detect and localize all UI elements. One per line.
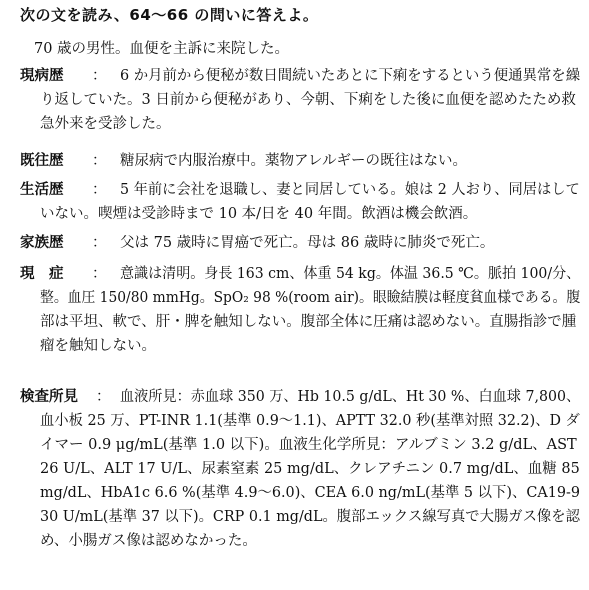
- section-label: 検査所見: [20, 389, 78, 405]
- section-colon: ：: [96, 389, 111, 405]
- section-family-history: [20, 233, 580, 253]
- section-colon: ：: [92, 153, 107, 169]
- section-findings: [20, 387, 580, 557]
- text-line: 26 U/L、ALT 17 U/L、尿素窒素 25 mg/dL、クレアチニン 0.7 mg/dL、血糖 85: [40, 461, 580, 477]
- text-line: 瘤を触知しない。: [40, 338, 156, 354]
- text-line: 意識は清明。身長 163 cm、体重 54 kg。体温 36.5 ℃。脈拍 100/分、: [120, 266, 581, 282]
- section-past-history: [20, 151, 580, 171]
- section-social-history: [20, 180, 580, 224]
- section-label: 既往歴: [20, 153, 64, 169]
- section-present-illness: [20, 66, 581, 132]
- section-label: 生活歴: [20, 182, 64, 198]
- section-label: 現 症: [20, 266, 64, 282]
- section-present-condition: [20, 264, 580, 356]
- text-line: 血小板 25 万、PT-INR 1.1(基準 0.9～1.1)、APTT 32.0 秒(基準対照 32.2)、D ダ: [40, 413, 580, 429]
- text-line: 30 U/mL(基準 37 以下)。CRP 0.1 mg/dL。腹部エックス線写真で大腸ガス像を認: [40, 509, 580, 525]
- text-line: 急外来を受診した。: [40, 116, 171, 132]
- text-line: り返していた。3 日前から便秘があり、今朝、下痢をした後に血便を認めたため救: [40, 92, 576, 108]
- section-label: 現病歴: [20, 68, 64, 84]
- text-line: 6 か月前から便秘が数日間続いたあとに下痢をするという便通異常を繰: [120, 68, 581, 84]
- text-line: mg/dL、HbA1c 6.6 %(基準 4.9～6.0)、CEA 6.0 ng/mL(基準 5 以下)、CA19-9: [40, 485, 580, 501]
- text-line: 血液所見：赤血球 350 万、Hb 10.5 g/dL、Ht 30 %、白血球 7,800、: [120, 389, 581, 405]
- section-colon: ：: [92, 266, 107, 282]
- section-colon: ：: [92, 235, 107, 251]
- section-label: 家族歴: [20, 235, 64, 251]
- text-line: 整。血圧 150/80 mmHg。SpO₂ 98 %(room air)。眼瞼結膜は軽度貧血様である。腹: [40, 290, 581, 306]
- case-intro: 70 歳の男性。血便を主訴に来院した。: [34, 41, 290, 57]
- text-line: 糖尿病で内服治療中。薬物アレルギーの既往はない。: [120, 153, 468, 169]
- question-instruction: 次の文を読み、64～66 の問いに答えよ。: [20, 6, 319, 24]
- text-line: 5 年前に会社を退職し、妻と同居している。娘は 2 人おり、同居はして: [120, 182, 580, 198]
- text-line: め、小腸ガス像は認めなかった。: [40, 533, 257, 549]
- text-line: 部は平坦、軟で、肝・脾を触知しない。腹部全体に圧痛は認めない。直腸指診で腫: [40, 314, 577, 330]
- text-line: イマー 0.9 μg/mL(基準 1.0 以下)。血液生化学所見：アルブミン 3.2 g/dL、AST: [40, 437, 577, 453]
- section-colon: ：: [92, 182, 107, 198]
- section-colon: ：: [92, 68, 107, 84]
- text-line: 父は 75 歳時に胃癌で死亡。母は 86 歳時に肺炎で死亡。: [120, 235, 495, 251]
- text-line: いない。喫煙は受診時まで 10 本/日を 40 年間。飲酒は機会飲酒。: [40, 206, 478, 222]
